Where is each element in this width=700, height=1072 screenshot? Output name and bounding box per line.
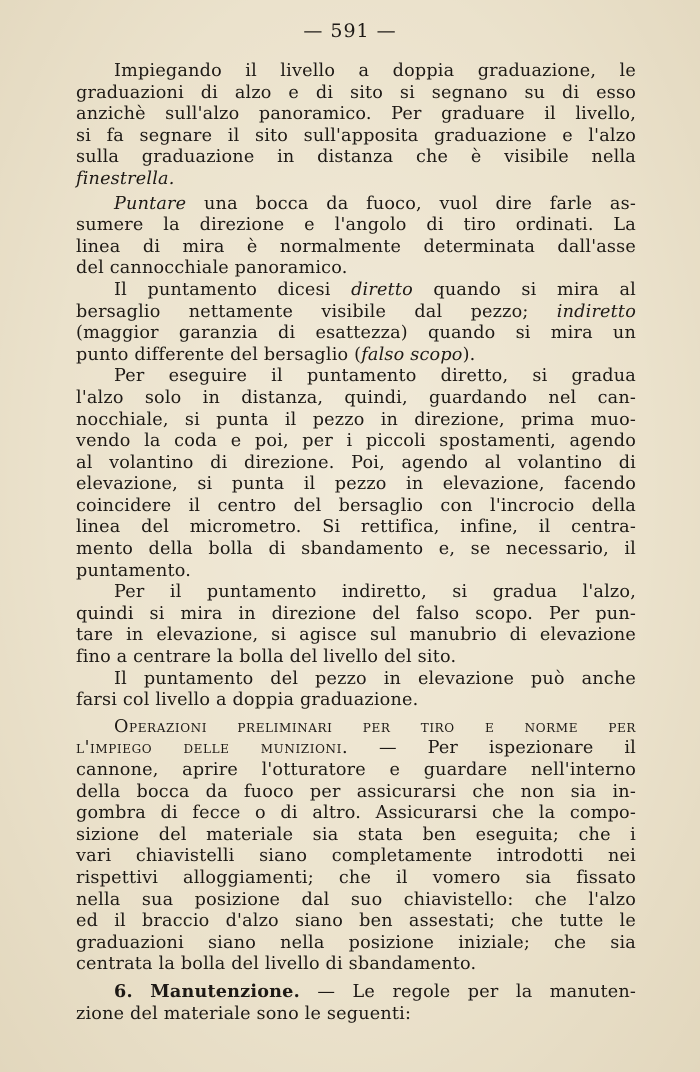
- body-text: [76, 61, 636, 1025]
- italic-term: falso scopo: [361, 344, 463, 365]
- text-line: cannone, aprire l'otturatore e guardare nell'interno: [76, 760, 636, 780]
- section-number: 6.: [114, 980, 133, 1002]
- text-line: vendo la coda e poi, per i piccoli spostamenti, agendo: [76, 431, 636, 452]
- text-line: sizione del materiale sia stata ben eseguita; che i: [76, 824, 636, 845]
- page-number: — 591 —: [303, 20, 397, 42]
- text-line: centrata la bolla del livello di sbandamento.: [76, 954, 477, 975]
- section-title: Manutenzione.: [150, 980, 300, 1002]
- section-heading: Operazioni preliminari per tiro e norme per: [114, 716, 636, 737]
- text-line: al volantino di direzione. Poi, agendo al volantino di: [76, 452, 636, 473]
- text-fragment: ).: [462, 344, 476, 365]
- text-line: farsi col livello a doppia graduazione.: [76, 690, 419, 711]
- text-line: puntamento.: [76, 560, 192, 581]
- text-fragment: — Per ispezionare il: [348, 738, 636, 759]
- text-fragment: una bocca da fuoco, vuol dire farle as-: [186, 193, 636, 214]
- paragraph-1: [76, 61, 636, 191]
- text-line: nocchiale, si punta il pezzo in direzione, prima muo-: [76, 409, 636, 430]
- text-line: quindi si mira in direzione del falso scopo. Per pun-: [76, 603, 636, 624]
- paragraph-4: [76, 366, 636, 582]
- text-line: nella sua posizione dal suo chiavistello: che l'alzo: [76, 889, 636, 910]
- italic-term: diretto: [351, 279, 413, 300]
- text-fragment: — Le regole per la manuten-: [299, 981, 636, 1002]
- text-line: ed il braccio d'alzo siano ben assestati; che tutte le: [76, 911, 636, 932]
- italic-term: indiretto: [556, 301, 636, 322]
- paragraph-3: [76, 280, 636, 366]
- text-line: Il puntamento del pezzo in elevazione può anche: [114, 668, 636, 689]
- text-line: tare in elevazione, si agisce sul manubrio di elevazione: [76, 625, 636, 646]
- text-line: Per il puntamento indiretto, si gradua l'alzo,: [114, 582, 636, 603]
- text-line: della bocca da fuoco per assicurarsi che non sia in-: [76, 781, 636, 802]
- text-fragment: bersaglio nettamente visibile dal pezzo;: [76, 301, 557, 322]
- text-line: mento della bolla di sbandamento e, se necessario, il: [76, 539, 636, 560]
- text-fragment: Il puntamento dicesi: [114, 279, 352, 300]
- paragraph-2: [76, 194, 636, 280]
- paragraph-7: [76, 717, 636, 976]
- text-line: (maggior garanzia di esattezza) quando si mira un: [76, 323, 636, 344]
- text-line: zione del materiale sono le seguenti:: [76, 1003, 412, 1024]
- text-line: elevazione, si punta il pezzo in elevazione, facendo: [76, 474, 636, 495]
- text-line: anzichè sull'alzo panoramico. Per graduare il livello,: [76, 104, 636, 125]
- italic-term: finestrella.: [76, 168, 175, 189]
- paragraph-8: [76, 981, 636, 1025]
- text-line: fino a centrare la bolla del livello del sito.: [76, 647, 457, 668]
- text-line: gombra di fecce o di altro. Assicurarsi che la compo-: [76, 803, 636, 824]
- text-line: sulla graduazione in distanza che è visibile nella: [76, 147, 636, 168]
- text-line: rispettivi alloggiamenti; che il vomero sia fissato: [76, 867, 636, 888]
- text-line: del cannocchiale panoramico.: [76, 258, 348, 279]
- text-line: si fa segnare il sito sull'apposita graduazione e l'alzo: [76, 125, 636, 146]
- text-line: Impiegando il livello a doppia graduazione, le: [114, 61, 636, 81]
- text-line: linea di mira è normalmente determinata dall'asse: [76, 236, 636, 257]
- section-heading: l'impiego delle munizioni.: [76, 738, 349, 759]
- text-fragment: punto differente del bersaglio (: [76, 344, 362, 365]
- text-line: graduazioni di alzo e di sito si segnano su di esso: [76, 82, 636, 103]
- italic-term: Puntare: [114, 193, 187, 214]
- text-fragment: quando si mira al: [412, 279, 636, 300]
- paragraph-5: [76, 582, 636, 668]
- text-line: Per eseguire il puntamento diretto, si gradua: [114, 366, 636, 387]
- text-line: linea del micrometro. Si rettifica, infine, il centra-: [76, 517, 636, 538]
- text-line: l'alzo solo in distanza, quindi, guardando nel can-: [76, 387, 636, 408]
- text-line: sumere la direzione e l'angolo di tiro ordinati. La: [76, 215, 636, 236]
- text-line: coincidere il centro del bersaglio con l'incrocio della: [76, 495, 636, 516]
- paragraph-6: [76, 669, 636, 712]
- text-line: graduazioni siano nella posizione iniziale; che sia: [76, 932, 636, 953]
- text-line: vari chiavistelli siano completamente introdotti nei: [76, 846, 636, 867]
